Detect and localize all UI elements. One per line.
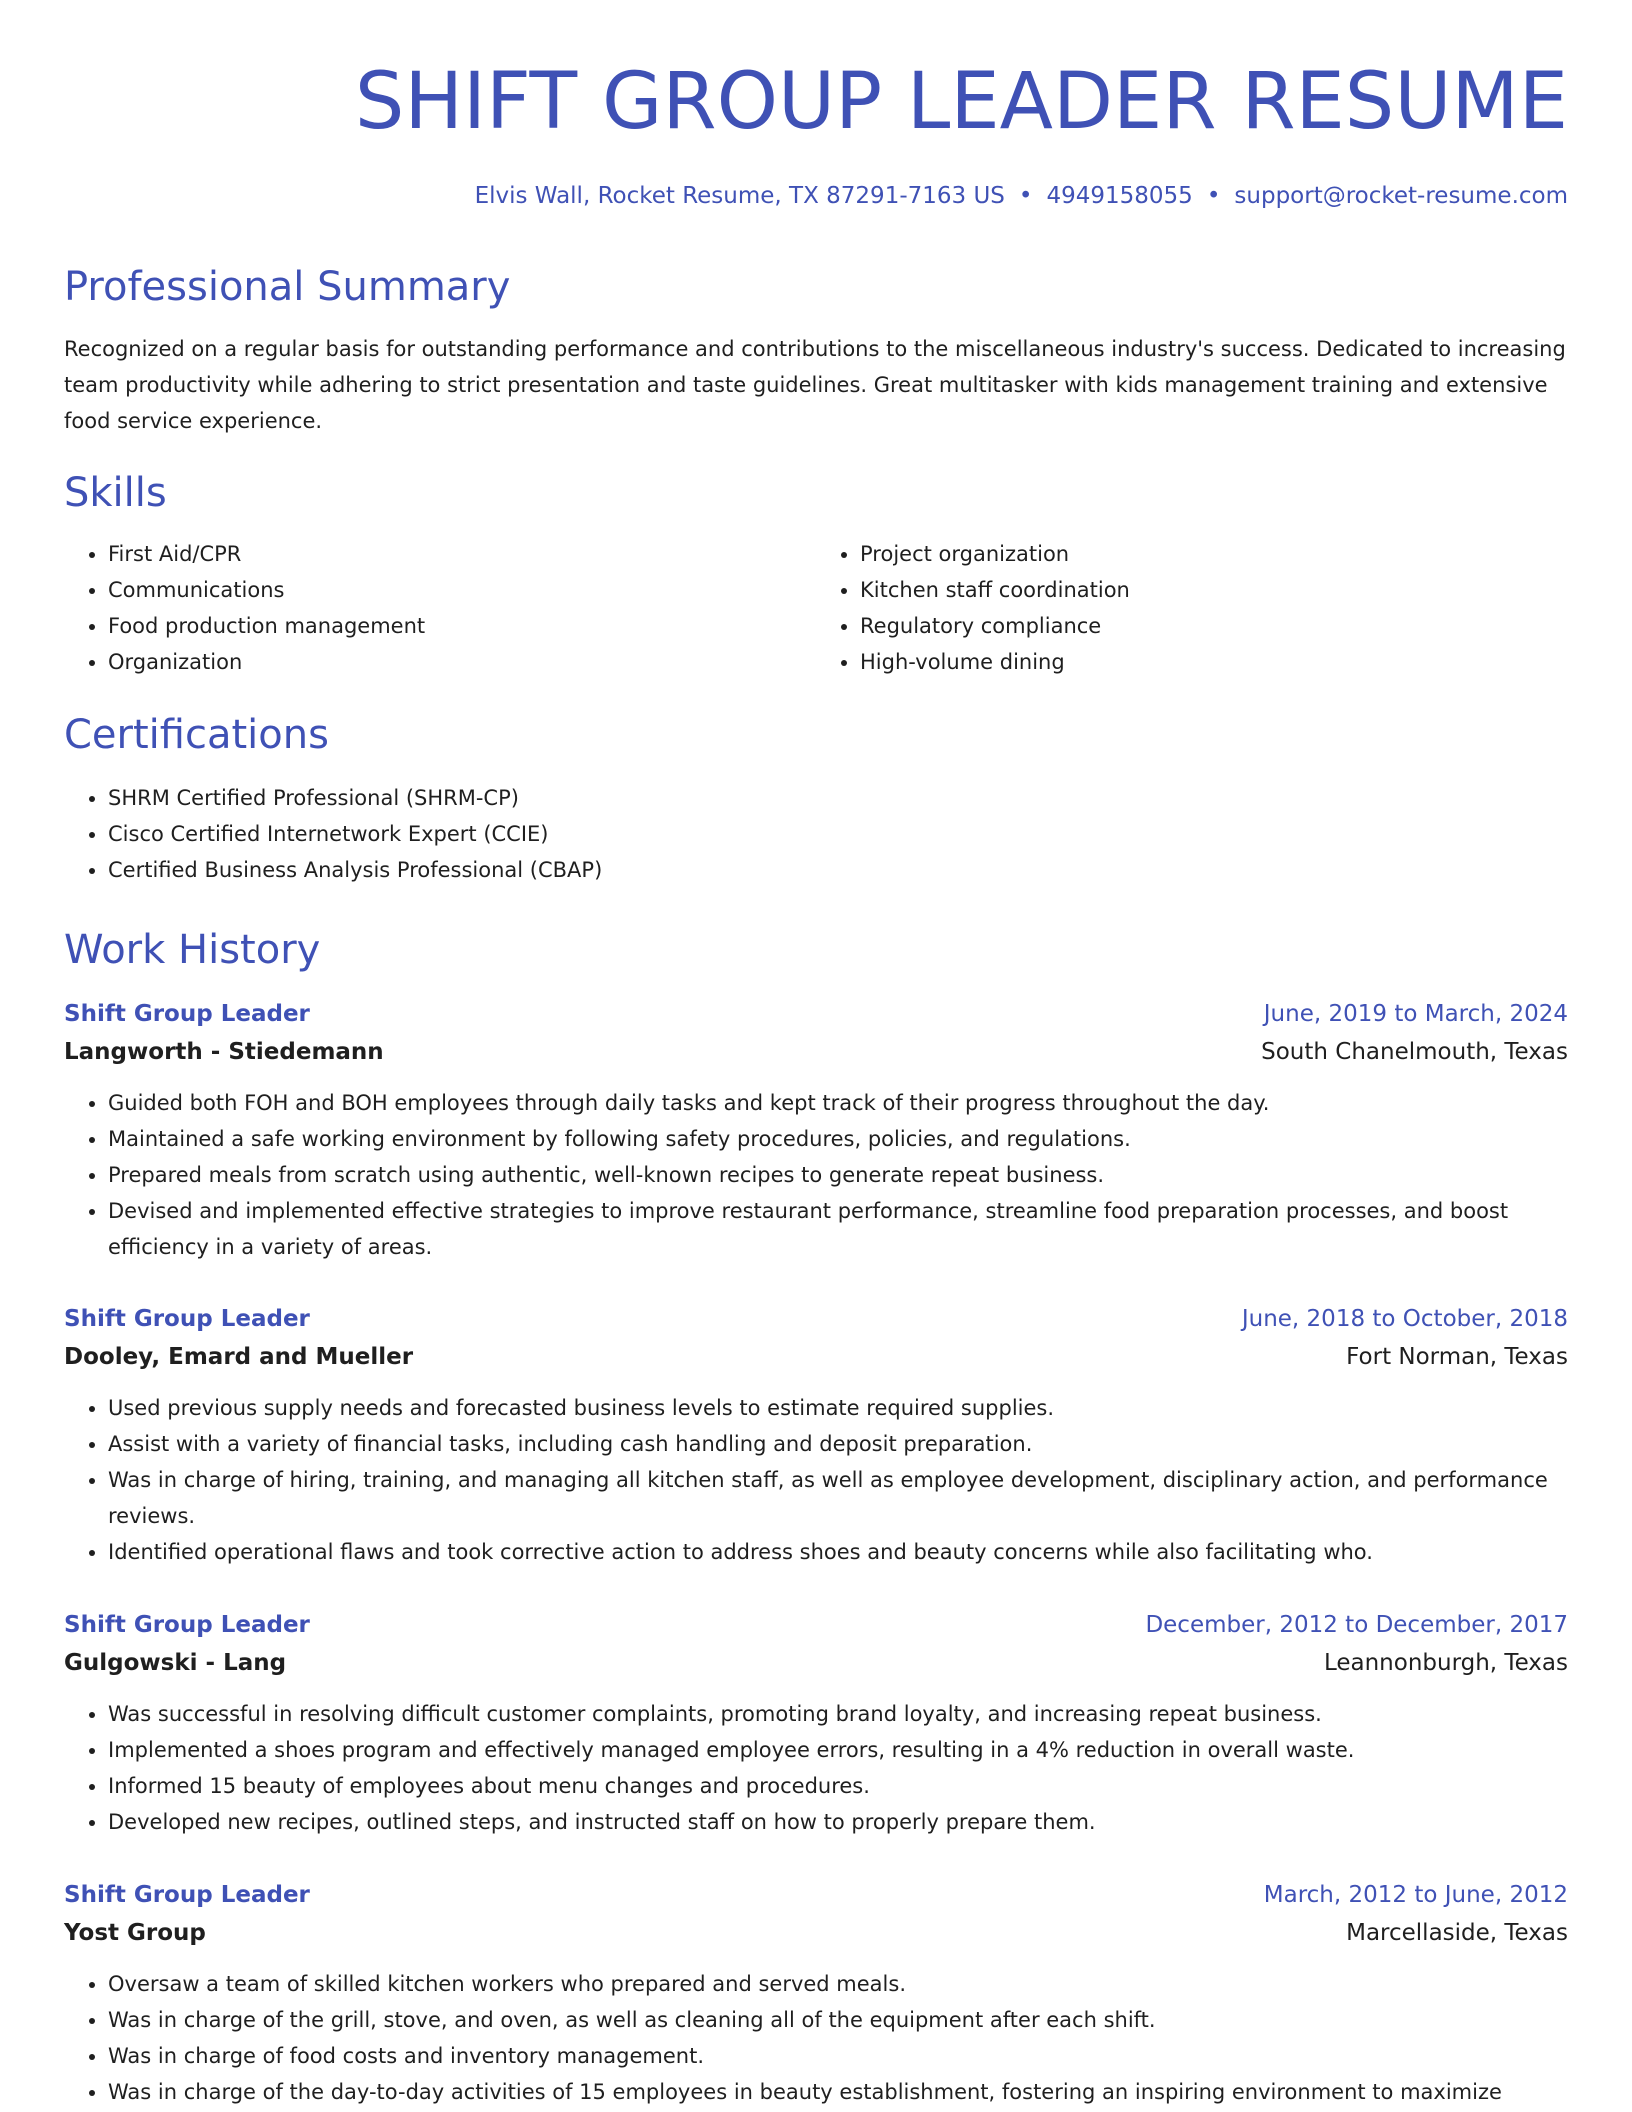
job-duty: • Was successful in resolving difficult customer complaints, promoting brand loyalty, and increasing repeat business. bbox=[108, 1696, 1568, 1732]
contact-separator: • bbox=[1018, 183, 1033, 209]
job-dates: June, 2018 to October, 2018 bbox=[1241, 1306, 1568, 1332]
job-entry bbox=[64, 1300, 1568, 1570]
skills-left-column bbox=[64, 536, 816, 680]
job-company: Gulgowski - Lang bbox=[64, 1650, 287, 1676]
job-duty: • Was in charge of food costs and inventory management. bbox=[108, 2038, 1568, 2074]
skill-item: • Organization bbox=[108, 644, 816, 680]
job-company: Langworth - Stiedemann bbox=[64, 1039, 384, 1065]
contact-phone: 4949158055 bbox=[1046, 183, 1193, 209]
job-header bbox=[64, 1300, 1568, 1338]
skill-item: • Communications bbox=[108, 572, 816, 608]
job-duty: • Was in charge of the day-to-day activities of 15 employees in beauty establishment, fostering an inspiring environment to maximize bbox=[108, 2074, 1568, 2110]
job-duty: • Developed new recipes, outlined steps, and instructed staff on how to properly prepare them. bbox=[108, 1804, 1568, 1840]
job-role: Shift Group Leader bbox=[64, 1882, 310, 1908]
job-duties bbox=[64, 1966, 1568, 2110]
contact-email[interactable]: support@rocket-resume.com bbox=[1234, 183, 1568, 209]
job-subheader bbox=[64, 1914, 1568, 1952]
job-location: Marcellaside, Texas bbox=[1346, 1920, 1568, 1946]
skill-item: • Food production management bbox=[108, 608, 816, 644]
job-company: Yost Group bbox=[64, 1920, 206, 1946]
job-duty: • Oversaw a team of skilled kitchen workers who prepared and served meals. bbox=[108, 1966, 1568, 2002]
skill-item: • High-volume dining bbox=[860, 644, 1568, 680]
skills-right-column bbox=[816, 536, 1568, 680]
certification-item: • SHRM Certified Professional (SHRM-CP) bbox=[108, 780, 1612, 816]
job-role: Shift Group Leader bbox=[64, 1612, 310, 1638]
job-duty: • Prepared meals from scratch using authentic, well-known recipes to generate repeat business. bbox=[108, 1157, 1568, 1193]
job-subheader bbox=[64, 1644, 1568, 1682]
job-duty: • Informed 15 beauty of employees about menu changes and procedures. bbox=[108, 1768, 1568, 1804]
job-duty: • Used previous supply needs and forecasted business levels to estimate required supplies. bbox=[108, 1390, 1568, 1426]
job-duties bbox=[64, 1390, 1568, 1570]
resume-title: SHIFT GROUP LEADER RESUME bbox=[354, 57, 1568, 147]
job-header bbox=[64, 1876, 1568, 1914]
job-location: Leannonburgh, Texas bbox=[1323, 1650, 1568, 1676]
job-duty: • Assist with a variety of financial tasks, including cash handling and deposit preparation. bbox=[108, 1426, 1568, 1462]
job-subheader bbox=[64, 1033, 1568, 1071]
job-duty: • Implemented a shoes program and effectively managed employee errors, resulting in a 4% reduction in overall waste. bbox=[108, 1732, 1568, 1768]
job-duty: • Was in charge of hiring, training, and managing all kitchen staff, as well as employee development, disciplinary action, and performance reviews. bbox=[108, 1462, 1568, 1534]
job-location: Fort Norman, Texas bbox=[1346, 1344, 1568, 1370]
skill-item: • Regulatory compliance bbox=[860, 608, 1568, 644]
skill-item: • Kitchen staff coordination bbox=[860, 572, 1568, 608]
contact-line bbox=[64, 181, 1568, 211]
job-duties bbox=[64, 1085, 1568, 1265]
contact-address: Elvis Wall, Rocket Resume, TX 87291-7163 US bbox=[474, 183, 1005, 209]
job-entry bbox=[64, 1876, 1568, 2110]
summary-text: Recognized on a regular basis for outstanding performance and contributions to the miscellaneous industry's success. Dedicated to increasing team productivity while adhering to strict presentation and taste guidelines. Great multitasker with kids management training and extensive food service experience. bbox=[64, 337, 1566, 433]
job-role: Shift Group Leader bbox=[64, 1306, 310, 1332]
skill-item: • Project organization bbox=[860, 536, 1568, 572]
certifications-list bbox=[64, 780, 1612, 888]
contact-separator: • bbox=[1206, 183, 1221, 209]
job-dates: December, 2012 to December, 2017 bbox=[1145, 1612, 1568, 1638]
job-duty: • Was in charge of the grill, stove, and oven, as well as cleaning all of the equipment after each shift. bbox=[108, 2002, 1568, 2038]
job-entry bbox=[64, 995, 1568, 1265]
job-entry bbox=[64, 1606, 1568, 1840]
skill-item: • First Aid/CPR bbox=[108, 536, 816, 572]
job-duty: • Identified operational flaws and took corrective action to address shoes and beauty concerns while also facilitating who. bbox=[108, 1534, 1568, 1570]
job-dates: June, 2019 to March, 2024 bbox=[1263, 1001, 1568, 1027]
certifications-heading: Certifications bbox=[64, 712, 329, 758]
summary-heading: Professional Summary bbox=[64, 264, 511, 310]
job-header bbox=[64, 995, 1568, 1033]
job-company: Dooley, Emard and Mueller bbox=[64, 1344, 414, 1370]
job-dates: March, 2012 to June, 2012 bbox=[1263, 1882, 1568, 1908]
job-duties bbox=[64, 1696, 1568, 1840]
skills-list bbox=[64, 536, 1568, 680]
job-location: South Chanelmouth, Texas bbox=[1261, 1039, 1568, 1065]
job-duty: • Maintained a safe working environment by following safety procedures, policies, and regulations. bbox=[108, 1121, 1568, 1157]
certification-item: • Certified Business Analysis Professional (CBAP) bbox=[108, 852, 1612, 888]
job-duty: • Guided both FOH and BOH employees through daily tasks and kept track of their progress throughout the day. bbox=[108, 1085, 1568, 1121]
certification-item: • Cisco Certified Internetwork Expert (CCIE) bbox=[108, 816, 1612, 852]
skills-heading: Skills bbox=[64, 470, 167, 516]
job-subheader bbox=[64, 1338, 1568, 1376]
job-header bbox=[64, 1606, 1568, 1644]
job-duty: • Devised and implemented effective strategies to improve restaurant performance, streamline food preparation processes, and boost efficiency in a variety of areas. bbox=[108, 1193, 1568, 1265]
work-history-heading: Work History bbox=[64, 927, 321, 973]
job-role: Shift Group Leader bbox=[64, 1001, 310, 1027]
